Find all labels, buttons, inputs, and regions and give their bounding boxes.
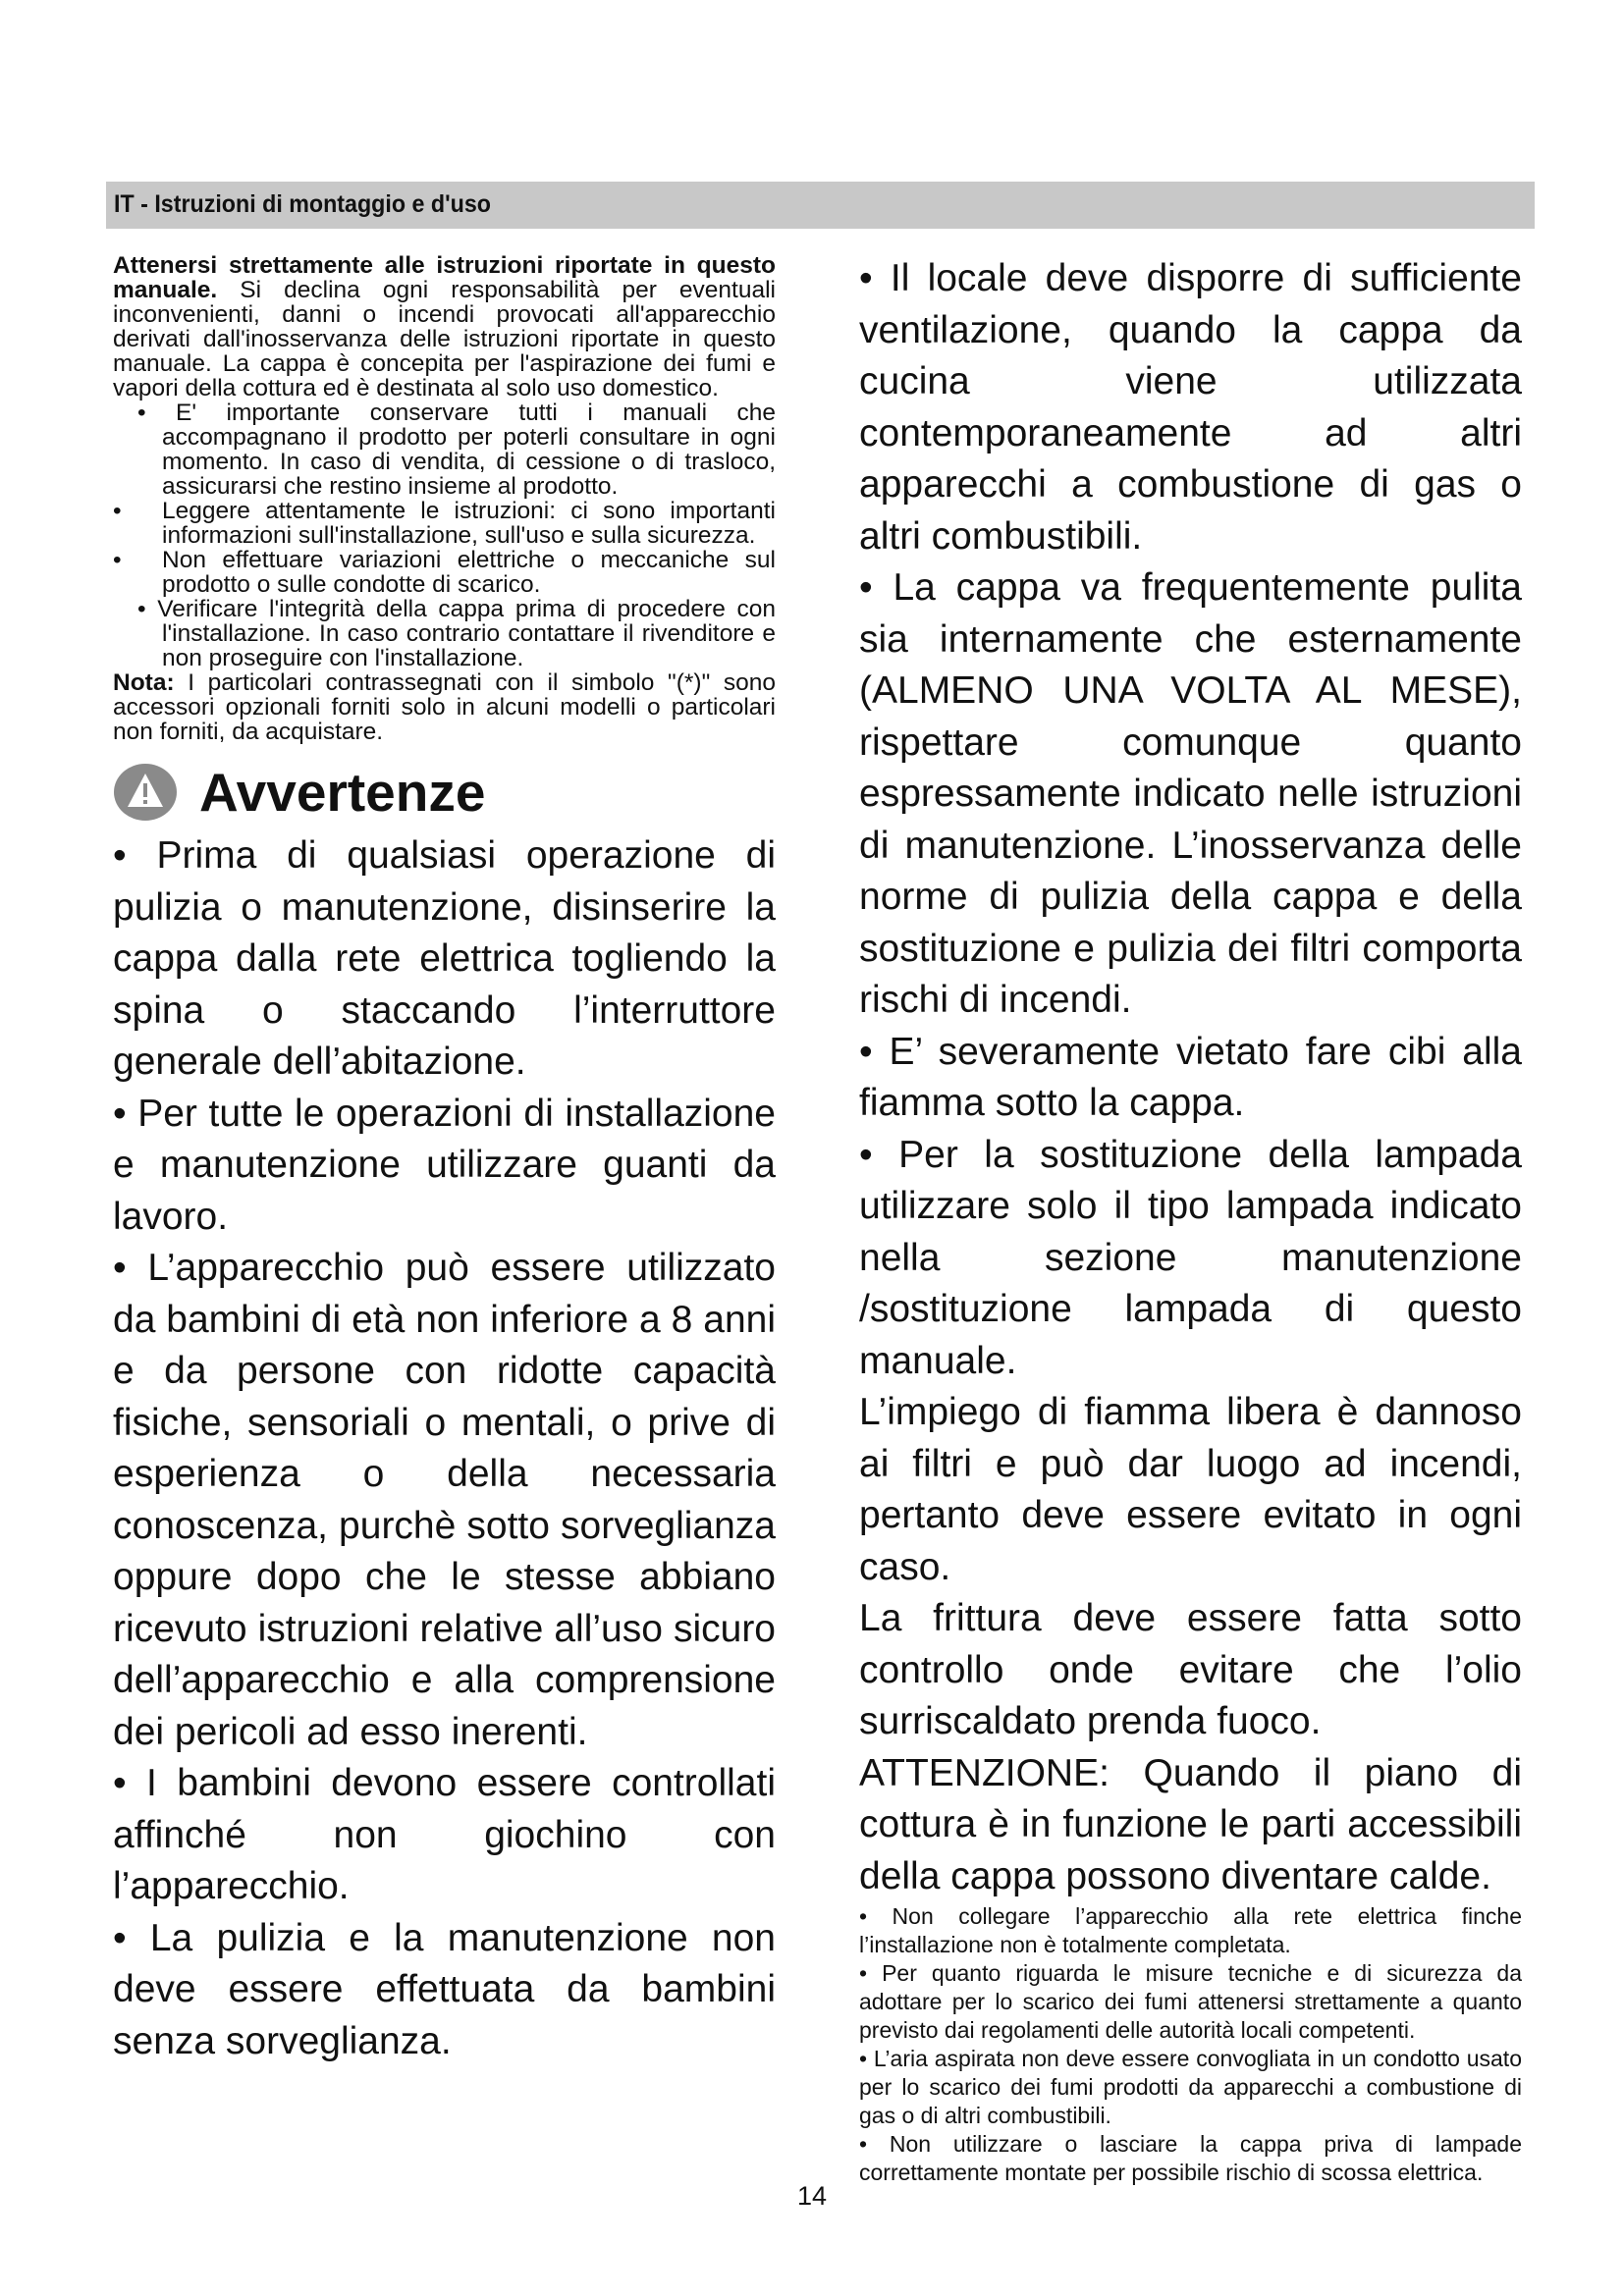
note-paragraph xyxy=(113,670,776,744)
right-column xyxy=(859,253,1522,2187)
section-title: IT - Istruzioni di montaggio e d'uso xyxy=(114,190,491,218)
warnings-left-list xyxy=(113,830,776,2067)
intro-item: • Non effettuare variazioni elettriche o meccaniche sul prodotto o sulle condotte di scarico. xyxy=(113,547,776,598)
section-header-bar xyxy=(106,182,1535,229)
small-warning-item: • Per quanto riguarda le misure tecniche e di sicurezza da adottare per lo scarico dei fumi attenersi strettamente a quanto previsto dai regolamenti delle autorità locali competenti. xyxy=(859,1960,1522,2043)
warning-item: • Per la sostituzione della lampada utilizzare solo il tipo lampada indicato nella sezione manutenzione /sostituzione lampada di questo manuale. xyxy=(859,1133,1522,1382)
warning-item: • La cappa va frequentemente pulita sia internamente che esternamente (ALMENO UNA VOLTA AL MESE), rispettare comunque quanto espressamente indicato nelle istruzioni di manutenzione. L’inosservanza delle norme di pulizia della cappa e della sostituzione e pulizia dei filtri comporta rischi di incendi. xyxy=(859,566,1522,1021)
intro-text: Si declina ogni responsabilità per eventuali inconvenienti, danni o incendi provocati all'apparecchio derivati dall'inosservanza delle istruzioni riportate in questo manuale. La cappa è concepita per l'aspirazione dei fumi e vapori della cottura ed è destinata al solo uso domestico. xyxy=(113,277,776,401)
intro-bold-lead: Attenersi strettamente alle istruzioni riportate in questo manuale. xyxy=(113,252,776,303)
left-column xyxy=(113,253,776,2067)
small-warning-item: • L’aria aspirata non deve essere convogliata in un condotto usato per lo scarico dei fumi prodotti da apparecchi a combustione di gas o di altri combustibili. xyxy=(859,2046,1522,2128)
warning-item: • L’apparecchio può essere utilizzato da bambini di età non inferiore a 8 anni e da persone con ridotte capacità fisiche, sensoriali o mentali, o prive di esperienza o della necessaria conoscenza, purchè sotto sorveglianza oppure dopo che le stesse abbiano ricevuto istruzioni relative all’uso sicuro dell’apparecchio e alla comprensione dei pericoli ad esso inerenti. xyxy=(113,1247,776,1753)
intro-paragraph xyxy=(113,253,776,400)
page-number: 14 xyxy=(796,2181,828,2211)
warning-item: • Per tutte le operazioni di installazione e manutenzione utilizzare guanti da lavoro. xyxy=(113,1092,776,1238)
small-warning-item: • Non utilizzare o lasciare la cappa priva di lampade correttamente montate per possibile rischio di scossa elettrica. xyxy=(859,2131,1522,2185)
warnings-right-small-list xyxy=(859,1902,1522,2187)
intro-block xyxy=(113,253,776,744)
intro-item: • Leggere attentamente le istruzioni: ci sono importanti informazioni sull'installazione, sull'uso e sulla sicurezza. xyxy=(113,498,776,549)
warning-item: ATTENZIONE: Quando il piano di cottura è in funzione le parti accessibili della cappa possono diventare calde. xyxy=(859,1751,1522,1897)
warning-item: • I bambini devono essere controllati affinché non giochino con l’apparecchio. xyxy=(113,1762,776,1907)
intro-item: • Verificare l'integrità della cappa prima di procedere con l'installazione. In caso contrario contattare il rivenditore e non proseguire con l'installazione. xyxy=(137,596,776,671)
note-label: Nota: xyxy=(113,669,175,696)
small-warning-item: • Non collegare l’apparecchio alla rete elettrica finche l’installazione non è totalmente completata. xyxy=(859,1903,1522,1957)
warnings-right-list xyxy=(859,253,1522,1902)
intro-item-text: Leggere attentamente le istruzioni: ci sono importanti informazioni sull'installazione, sull'uso e sulla sicurezza. xyxy=(162,498,776,549)
warning-item: L’impiego di fiamma libera è dannoso ai filtri e può dar luogo ad incendi, pertanto deve essere evitato in ogni caso. xyxy=(859,1391,1522,1588)
intro-item: • E' importante conservare tutti i manuali che accompagnano il prodotto per poterli consultare in ogni momento. In caso di vendita, di cessione o di trasloco, assicurarsi che restino insieme al prodotto. xyxy=(137,400,776,500)
warnings-heading xyxy=(113,758,776,827)
warning-icon xyxy=(113,763,178,822)
intro-item-text: Non effettuare variazioni elettriche o meccaniche sul prodotto o sulle condotte di scarico. xyxy=(162,547,776,598)
warning-item: • La pulizia e la manutenzione non deve essere effettuata da bambini senza sorveglianza. xyxy=(113,1916,776,2062)
note-text: I particolari contrassegnati con il simbolo "(*)" sono accessori opzionali forniti solo in alcuni modelli o particolari non forniti, da acquistare. xyxy=(113,669,776,745)
warning-item: • Prima di qualsiasi operazione di pulizia o manutenzione, disinserire la cappa dalla rete elettrica togliendo la spina o staccando l’interruttore generale dell’abitazione. xyxy=(113,834,776,1083)
warning-item: • E’ severamente vietato fare cibi alla fiamma sotto la cappa. xyxy=(859,1030,1522,1124)
warning-item: La frittura deve essere fatta sotto controllo onde evitare che l’olio surriscaldato prenda fuoco. xyxy=(859,1597,1522,1742)
warnings-title: Avvertenze xyxy=(199,762,486,823)
warning-item: • Il locale deve disporre di sufficiente ventilazione, quando la cappa da cucina viene utilizzata contemporaneamente ad altri apparecchi a combustione di gas o altri combustibili. xyxy=(859,257,1522,558)
